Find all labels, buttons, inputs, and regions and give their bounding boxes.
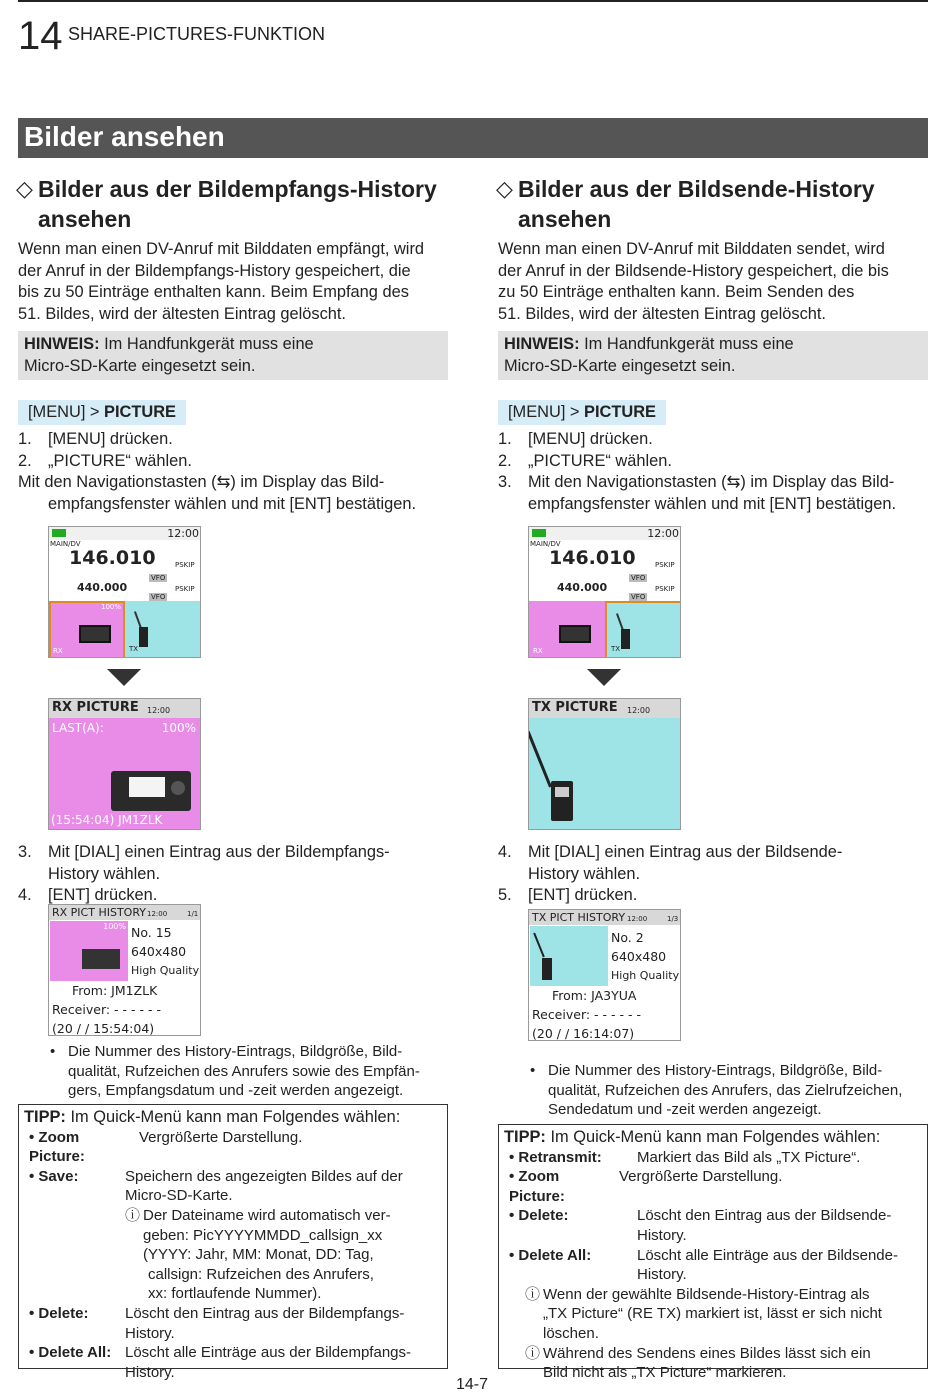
right-steps-2: 4. Mit [DIAL] einen Eintrag aus der Bildsende- History wählen. 5. [ENT] drücken. — [498, 843, 843, 904]
chapter-number: 14 — [18, 14, 63, 58]
left-steps: 1. [MENU] drücken. 2. „PICTURE“ wählen. Mit den Navigationstasten (⇆) im Display das Bild- empfangsfenster wählen und mit [ENT] bestätigen. — [18, 430, 417, 513]
right-heading: ◇ Bilder aus der Bildsende-History ansehen — [496, 176, 875, 232]
right-steps: 1. [MENU] drücken. 2. „PICTURE“ wählen. 3. Mit den Navigationstasten (⇆) im Display das Bild- empfangsfenster wählen und mit [ENT] bestätigen. — [498, 430, 897, 513]
left-rx-picture-screen: RX PICTURE 12:00 LAST(A): 100% (15:54:04) JM1ZLK — [48, 698, 201, 830]
left-tip-box: TIPP: Im Quick-Menü kann man Folgendes wählen: • Zoom Picture: Vergrößerte Darstellung. • Save: Speichern des angezeigten Bildes auf der Micro-SD-Karte. ⓘ Der Dateiname wird automatisch ver- geben: PicYYYYMMDD_callsign_xx (YYYY: Jahr, MM: Monat, DD: Tag, callsign: Rufzeichen des Anrufers, xx: fortlaufende Nummer). • Delete: Löscht den Eintrag aus der Bildempfangs- History. • Delete All: Löscht alle Einträge aus der Bildempfangs- History. — [18, 1104, 448, 1369]
left-column — [18, 174, 448, 515]
chapter-title: SHARE-PICTURES-FUNKTION — [68, 24, 326, 44]
left-history-screen: RX PICT HISTORY 12:00 1/1 100% No. 15 640x480 High Quality From: JM1ZLK Receiver: - - - - - - (20 / / 15:54:04) — [48, 904, 201, 1036]
right-column — [498, 174, 928, 515]
left-steps-2: 3. Mit [DIAL] einen Eintrag aus der Bildempfangs- History wählen. 4. [ENT] drücken. — [18, 843, 390, 904]
down-arrow-icon — [107, 669, 141, 686]
info-icon: ⓘ — [525, 1344, 541, 1362]
left-heading: ◇ Bilder aus der Bildempfangs-History ansehen — [16, 176, 437, 232]
diamond-icon: ◇ — [16, 176, 33, 201]
page-number: 14-7 — [456, 1376, 489, 1392]
right-note: HINWEIS: Im Handfunkgerät muss eine Micro-SD-Karte eingesetzt sein. — [498, 331, 928, 380]
right-tx-picture-screen: TX PICTURE 12:00 — [528, 698, 681, 830]
left-main-screen: 12:00 MAIN/DV 146.010 PSKIP VFO 440.000 PSKIP VFO 100% RX TX — [48, 526, 201, 658]
down-arrow-icon — [587, 669, 621, 686]
section-banner: Bilder ansehen — [18, 118, 928, 158]
right-history-screen: TX PICT HISTORY 12:00 1/3 No. 2 640x480 High Quality From: JA3YUA Receiver: - - - - - - (20 / / 16:14:07) — [528, 909, 681, 1041]
right-main-screen: 12:00 MAIN/DV 146.010 PSKIP VFO 440.000 PSKIP VFO RX TX — [528, 526, 681, 658]
right-intro: Wenn man einen DV-Anruf mit Bilddaten sendet, wird der Anruf in der Bildsende-History gespeichert, die bis zu 50 Einträge enthalten kann. Beim Senden des 51. Bildes, wird der ältesten Eintrag gelöscht. — [498, 240, 889, 323]
left-bullet: • Die Nummer des History-Eintrags, Bildgröße, Bild- qualität, Rufzeichen des Anrufers sowie des Empfän- gers, Empfangsdatum und -zeit werden angezeigt. — [50, 1043, 420, 1099]
right-menu-path: [MENU] > PICTURE — [498, 400, 666, 425]
top-rule — [18, 0, 928, 2]
right-bullet: • Die Nummer des History-Eintrags, Bildgröße, Bild- qualität, Rufzeichen des Anrufers, das Zielrufzeichen, Sendedatum und -zeit werden angezeigt. — [530, 1062, 903, 1118]
right-tip-box: TIPP: Im Quick-Menü kann man Folgendes wählen: • Retransmit: Markiert das Bild als „TX Picture“. • Zoom Picture: Vergrößerte Darstellung. • Delete: Löscht den Eintrag aus der Bildsende- History. • Delete All: Löscht alle Einträge aus der Bildsende- History. ⓘ Wenn der gewählte Bildsende-History-Eintrag als „TX Picture“ (RE TX) markiert ist, lässt er sich nicht löschen. ⓘ Während des Sendens eines Bildes lässt sich ein Bild nicht als „TX Picture“ markieren. — [498, 1124, 928, 1369]
diamond-icon: ◇ — [496, 176, 513, 201]
info-icon: ⓘ — [525, 1285, 541, 1303]
info-icon: ⓘ — [125, 1206, 141, 1224]
left-intro: Wenn man einen DV-Anruf mit Bilddaten empfängt, wird der Anruf in der Bildempfangs-History gespeichert, die bis zu 50 Einträge enthalten kann. Beim Empfang des 51. Bildes, wird der ältesten Eintrag gelöscht. — [18, 240, 425, 323]
left-menu-path: [MENU] > PICTURE — [18, 400, 186, 425]
left-note: HINWEIS: Im Handfunkgerät muss eine Micro-SD-Karte eingesetzt sein. — [18, 331, 448, 380]
